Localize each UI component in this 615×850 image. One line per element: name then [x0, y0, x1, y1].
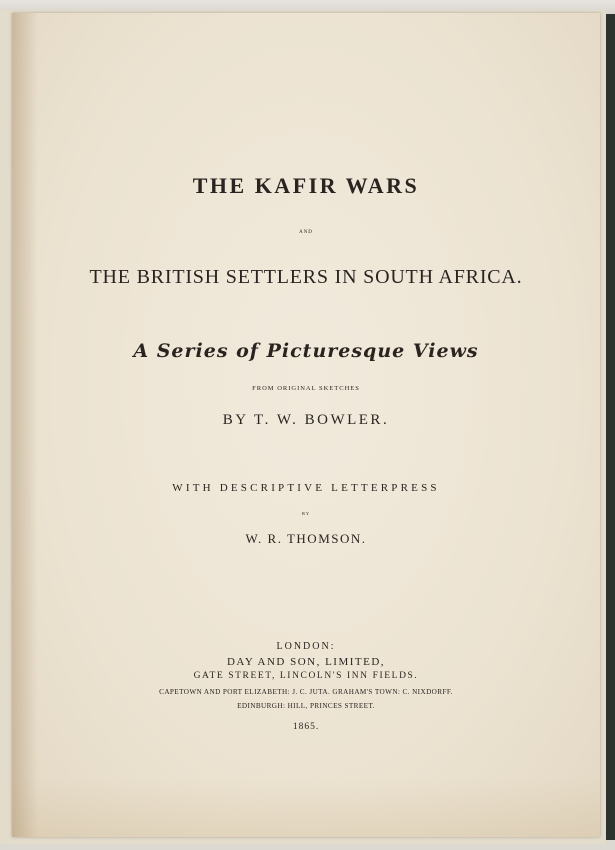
imprint-agents-2: EDINBURGH: HILL, PRINCES STREET. [237, 702, 375, 710]
imprint-publisher: DAY AND SON, LIMITED, [226, 656, 386, 668]
conjunction-and: AND [299, 230, 313, 235]
imprint-agents-1: CAPETOWN AND PORT ELIZABETH: J. C. JUTA. GRAHAM'S TOWN: C. NIXDORFF. [159, 688, 453, 696]
letterpress-line: WITH DESCRIPTIVE LETTERPRESS [172, 482, 440, 494]
artist-byline: BY T. W. BOWLER. [222, 412, 390, 428]
by-word: BY [301, 511, 311, 516]
title-line-2: THE BRITISH SETTLERS IN SOUTH AFRICA. [89, 266, 523, 288]
from-original-sketches: FROM ORIGINAL SKETCHES [252, 385, 360, 392]
imprint-year: 1865. [292, 722, 320, 732]
series-subtitle: A Series of Picturesque Views [133, 340, 479, 362]
writer-byline: W. R. THOMSON. [245, 531, 367, 546]
imprint-city: LONDON: [276, 641, 336, 652]
imprint-address: GATE STREET, LINCOLN'S INN FIELDS. [193, 671, 419, 681]
page-foxing [12, 777, 600, 837]
title-line-1: THE KAFIR WARS [192, 173, 420, 198]
